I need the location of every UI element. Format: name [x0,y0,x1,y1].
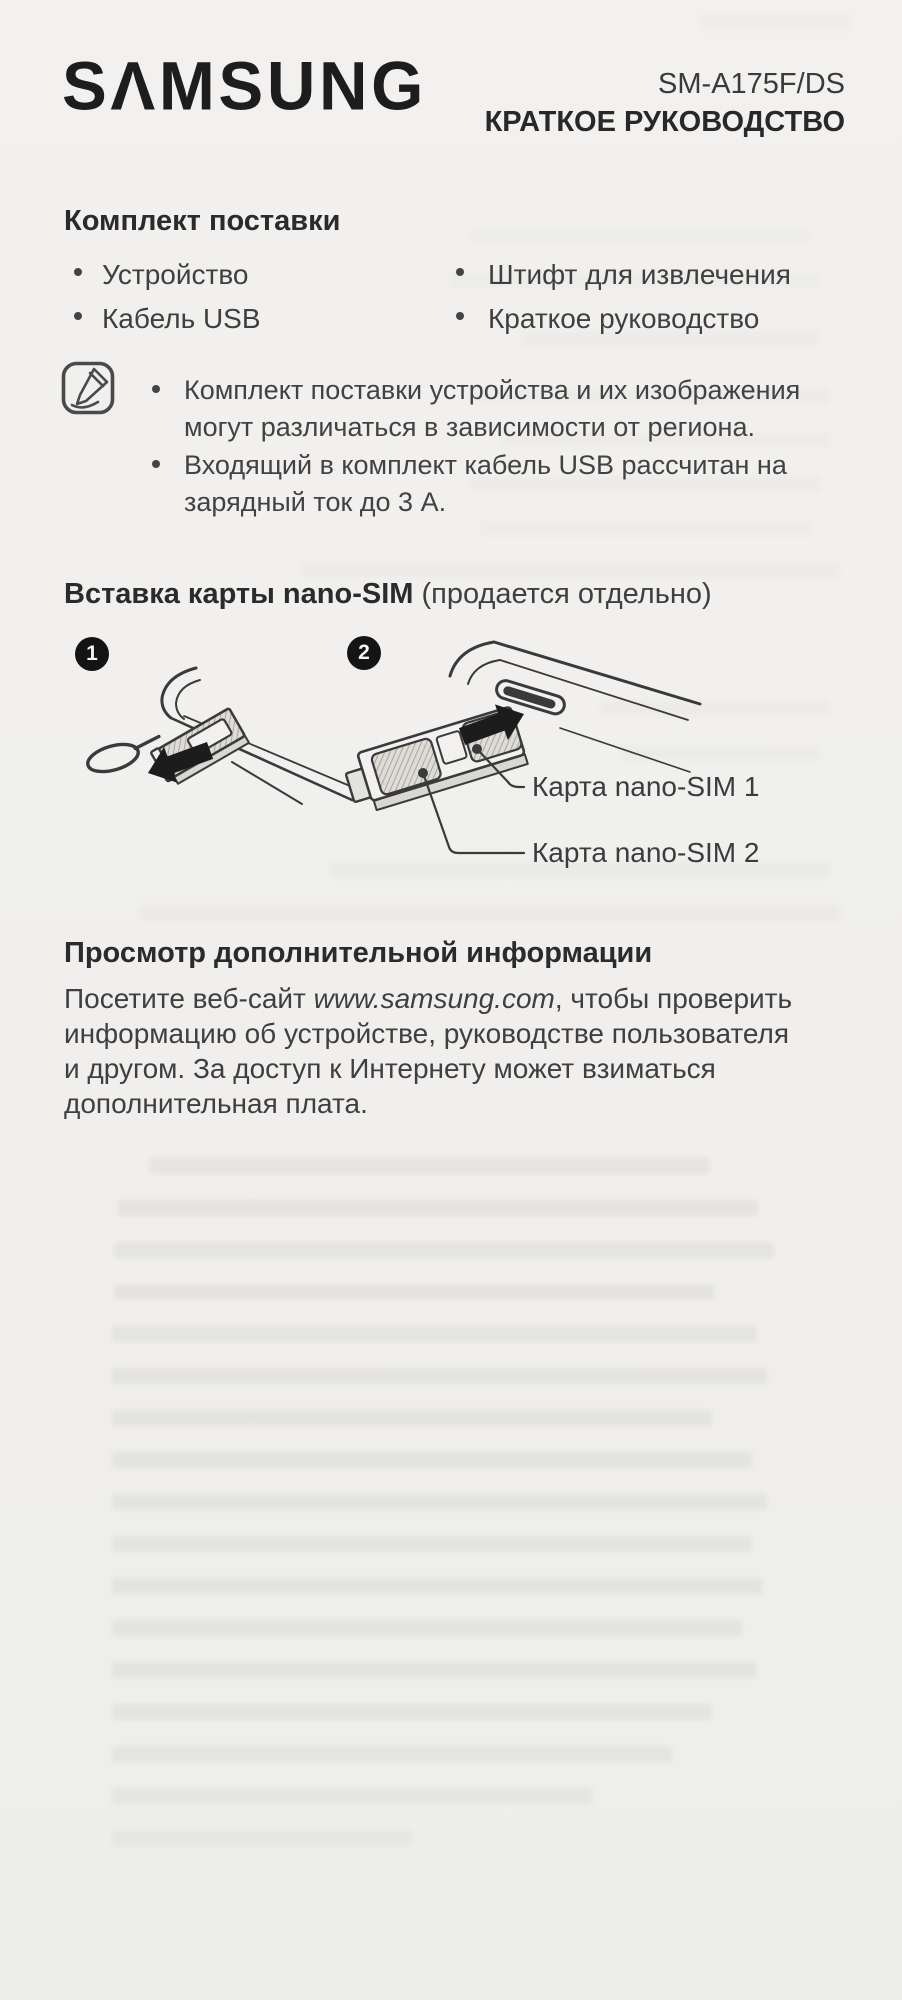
bleed-through-line [112,1788,592,1804]
bleed-through-line [470,228,810,244]
model-number: SM-A175F/DS [658,68,845,100]
info-line-3: и другом. За доступ к Интернету может взиматься [64,1053,716,1084]
bleed-through-line [112,1410,712,1426]
kit-item-eject-pin: Штифт для извлечения [488,259,791,290]
bleed-through-line [112,1746,672,1762]
bleed-through-line [118,1200,758,1216]
samsung-website-url: www.samsung.com [313,983,555,1014]
bleed-through-line [112,1704,712,1720]
bleed-through-line [112,1494,767,1510]
bleed-through-line [112,1578,762,1594]
header-right-block [485,70,845,137]
kit-item-device: Устройство [102,259,249,290]
info-line-1 [64,982,792,1016]
sim2-label: Карта nano-SIM 2 [532,837,760,868]
info-line-2: информацию об устройстве, руководстве пользователя [64,1018,790,1049]
bullet-marker [456,312,464,320]
bleed-through-line [150,1158,710,1174]
bullet-marker [152,460,160,468]
sim-heading [64,579,712,611]
bullet-marker [74,268,82,276]
sim-heading-note: (продается отдельно) [413,578,712,610]
bullet-marker [152,385,160,393]
bleed-through-line [700,14,850,30]
bleed-through-line [480,520,810,536]
sim1-label: Карта nano-SIM 1 [532,771,760,802]
note-item-region-line1: Комплект поставки устройства и их изображения [184,375,801,405]
sim-insertion-diagram [0,630,902,910]
pencil-note-icon [60,360,116,416]
step-2-badge: 2 [347,636,381,670]
bullet-marker [456,268,464,276]
info-line1-prefix: Посетите веб-сайт [64,983,314,1014]
bleed-through-line [112,1830,412,1846]
document-title: КРАТКОЕ РУКОВОДСТВО [484,106,845,138]
info-line-4: дополнительная плата. [64,1088,368,1119]
kit-item-usb-cable: Кабель USB [102,303,261,334]
bleed-through-line [112,1368,767,1384]
note-item-usb-line1: Входящий в комплект кабель USB рассчитан на [184,450,787,480]
samsung-logo: SΛMSUNG [62,47,427,124]
info-line1-suffix: , чтобы проверить [554,983,793,1014]
bleed-through-line [114,1242,774,1258]
bleed-through-line [112,1662,757,1678]
bleed-through-line [300,562,840,578]
bleed-through-line [112,1536,752,1552]
bleed-through-line [114,1284,714,1300]
kit-item-guide: Краткое руководство [488,303,760,334]
info-heading: Просмотр дополнительной информации [64,937,653,969]
note-item-region-line2: могут различаться в зависимости от региона. [184,412,755,442]
sim-heading-bold: Вставка карты nano-SIM [64,578,414,610]
step-1-badge: 1 [75,637,109,671]
bullet-marker [74,312,82,320]
bleed-through-line [112,1452,752,1468]
bleed-through-line [112,1326,757,1342]
bleed-through-line [112,1620,742,1636]
kit-heading: Комплект поставки [64,205,341,237]
note-item-usb-line2: зарядный ток до 3 А. [184,487,447,517]
